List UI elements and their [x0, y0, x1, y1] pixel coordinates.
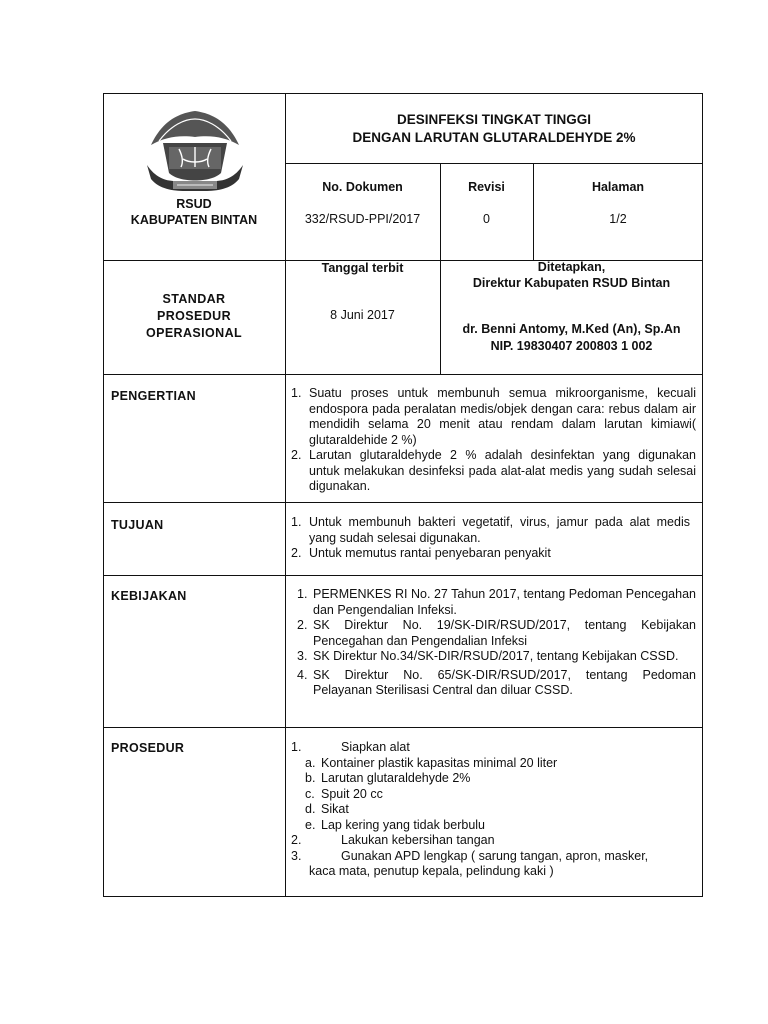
- no-dokumen-value: 332/RSUD-PPI/2017: [304, 212, 421, 226]
- sop-label-line2: PROSEDUR: [156, 309, 232, 323]
- tanggal-terbit-label: Tanggal terbit: [321, 261, 404, 275]
- list-item: c. Spuit 20 cc: [305, 786, 383, 801]
- list-item: b. Larutan glutaraldehyde 2%: [305, 771, 471, 785]
- revisi-value: 0: [483, 212, 490, 226]
- prosedur-label: PROSEDUR: [111, 741, 185, 755]
- no-dokumen-label: No. Dokumen: [322, 180, 403, 194]
- doc-title-line1: DESINFEKSI TINGKAT TINGGI: [396, 112, 591, 127]
- header-bottom-rule: [103, 374, 703, 375]
- halaman-value: 1/2: [609, 212, 627, 226]
- pengertian-content: [285, 386, 696, 495]
- sop-label-line1: STANDAR: [162, 292, 226, 306]
- signatory-name: dr. Benni Antomy, M.Ked (An), Sp.An: [462, 322, 681, 336]
- sop-label-line3: OPERASIONAL: [145, 326, 243, 340]
- kebijakan-content: [285, 587, 696, 699]
- regency-crest-icon: [145, 107, 245, 197]
- tanggal-terbit-value: 8 Juni 2017: [330, 308, 395, 322]
- list-item: 4. SK Direktur No. 65/SK-DIR/RSUD/2017, tentang Pedoman Pelayanan Sterilisasi Central dan diluar CSSD.: [297, 667, 696, 697]
- org-name-line1: RSUD: [176, 197, 212, 211]
- list-item: 2. Lakukan kebersihan tangan: [291, 833, 495, 847]
- list-item: 1. PERMENKES RI No. 27 Tahun 2017, tentang Pedoman Pencegahan dan Pengendalian Infeksi.: [297, 587, 696, 617]
- signatory-nip: NIP. 19830407 200803 1 002: [490, 339, 653, 353]
- prosedur-content: [285, 740, 696, 880]
- list-item: a. Kontainer plastik kapasitas minimal 20 liter: [305, 755, 558, 770]
- list-item: 2. Untuk memutus rantai penyebaran penyakit: [291, 546, 551, 560]
- list-item: 3. SK Direktur No.34/SK-DIR/RSUD/2017, tentang Kebijakan CSSD.: [297, 649, 679, 663]
- ditetapkan-label: Ditetapkan,: [537, 260, 606, 274]
- list-item: 1. Suatu proses untuk membunuh semua mikroorganisme, kecuali endospora pada peralatan medis/objek dengan cara: rebus dalam air mendidih selama 20 menit atau rendam dalam larutan kimiawi( glutaraldehide 2 %): [291, 386, 696, 447]
- pengertian-bottom-rule: [103, 502, 703, 503]
- revisi-label: Revisi: [468, 180, 505, 194]
- list-item: 1. Untuk membunuh bakteri vegetatif, virus, jamur pada alat medis yang sudah selesai digunakan.: [291, 515, 690, 545]
- tujuan-label: TUJUAN: [111, 518, 164, 532]
- list-item: 1. Siapkan alat: [291, 740, 410, 754]
- list-item: d. Sikat: [305, 802, 349, 816]
- doc-title-line2: DENGAN LARUTAN GLUTARALDEHYDE 2%: [352, 130, 636, 145]
- title-bottom-rule: [285, 163, 703, 164]
- halaman-label: Halaman: [591, 180, 645, 194]
- kebijakan-bottom-rule: [103, 727, 703, 728]
- list-item: 2. SK Direktur No. 19/SK-DIR/RSUD/2017, tentang Kebijakan Pencegahan dan Pengendalian Infeksi: [297, 618, 696, 648]
- org-name-line2: KABUPATEN BINTAN: [130, 213, 258, 227]
- list-item: 3. Gunakan APD lengkap ( sarung tangan, apron, masker,: [291, 848, 649, 863]
- tujuan-content: [285, 515, 690, 562]
- direktur-title: Direktur Kabupaten RSUD Bintan: [472, 276, 671, 290]
- list-item-continuation: kaca mata, penutup kepala, pelindung kaki ): [309, 864, 554, 878]
- pengertian-label: PENGERTIAN: [111, 389, 196, 403]
- kebijakan-label: KEBIJAKAN: [111, 589, 187, 603]
- tujuan-bottom-rule: [103, 575, 703, 576]
- list-item: 2. Larutan glutaraldehyde 2 % adalah desinfektan yang digunakan untuk melakukan desinfeksi pada alat-alat medis yang sudah selesai digunakan.: [291, 448, 696, 493]
- list-item: e. Lap kering yang tidak berbulu: [305, 817, 486, 832]
